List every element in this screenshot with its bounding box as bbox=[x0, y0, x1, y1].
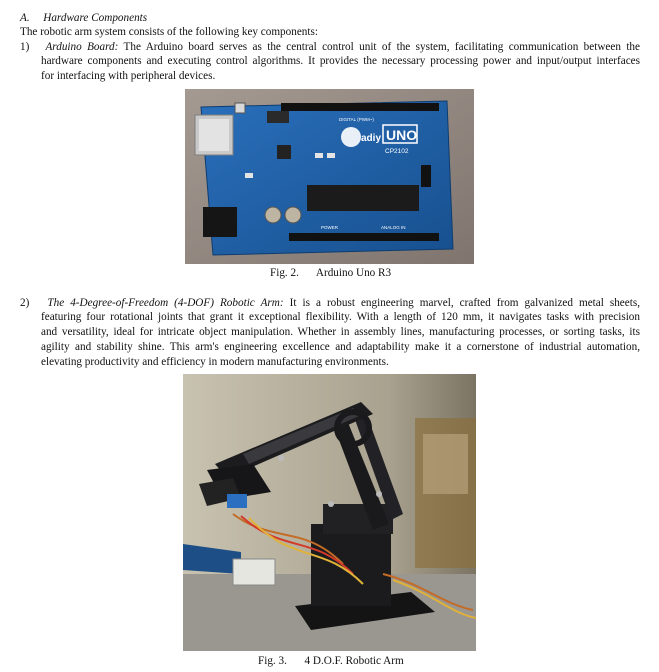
item2-number: 2) bbox=[20, 297, 30, 309]
item2-line1 bbox=[20, 296, 640, 310]
fig2-caption-text: Arduino Uno R3 bbox=[315, 267, 392, 279]
board-brand: adiy bbox=[361, 133, 382, 144]
item1-line3: for interfacing with peripheral devices. bbox=[41, 70, 216, 82]
fig3-caption bbox=[258, 654, 404, 668]
section-heading bbox=[20, 11, 147, 25]
board-model: UNO bbox=[386, 127, 418, 143]
arduino-board-illustration bbox=[185, 89, 474, 264]
section-letter: A. bbox=[20, 12, 30, 24]
item1-title: Arduino Board: bbox=[45, 41, 119, 53]
board-digital-label: DIGITAL (PWM~) bbox=[339, 117, 374, 122]
arduino-photo bbox=[185, 89, 474, 264]
section-title: Hardware Components bbox=[43, 12, 148, 24]
item2-line5: elevating productivity and efficiency in modern manufacturing environments. bbox=[41, 356, 389, 368]
fig3-label: Fig. 3. bbox=[258, 655, 287, 667]
item2-text1: It is a robust engineering marvel, crafted from galvanized metal sheets, bbox=[289, 297, 641, 309]
item1-line1 bbox=[20, 40, 640, 54]
item2-title: The 4-Degree-of-Freedom (4-DOF) Robotic Arm: bbox=[47, 297, 284, 309]
item2-line3: and versatility, ideal for intricate object manipulation. Whether in assembly lines, manufacturing processes, or sorting tasks, its bbox=[41, 326, 640, 338]
fig2-caption bbox=[270, 266, 391, 280]
robotic-arm-photo bbox=[183, 374, 476, 651]
board-power-label: POWER bbox=[321, 225, 339, 230]
fig3-caption-text: 4 D.O.F. Robotic Arm bbox=[304, 655, 404, 667]
item1-number: 1) bbox=[20, 41, 30, 53]
fig2-label: Fig. 2. bbox=[270, 267, 299, 279]
item2-line2: featuring four rotational joints that grant it exceptional flexibility. With a length of 120 mm, it navigates tasks with precision bbox=[41, 311, 640, 323]
item2-line4: agility and stability shine. This arm's engineering excellence and adaptability make it a cornerstone of industrial automation, bbox=[41, 341, 640, 353]
board-chip: CP2102 bbox=[385, 148, 409, 155]
intro-text: The robotic arm system consists of the following key components: bbox=[20, 26, 318, 38]
robotic-arm-illustration bbox=[183, 374, 476, 651]
board-analog-label: ANALOG IN bbox=[381, 225, 406, 230]
item1-line2: hardware components and executing control algorithms. It provides the necessary processing power and input/output interfaces bbox=[41, 55, 640, 67]
item1-text1: The Arduino board serves as the central control unit of the system, facilitating communication between the bbox=[123, 41, 640, 53]
